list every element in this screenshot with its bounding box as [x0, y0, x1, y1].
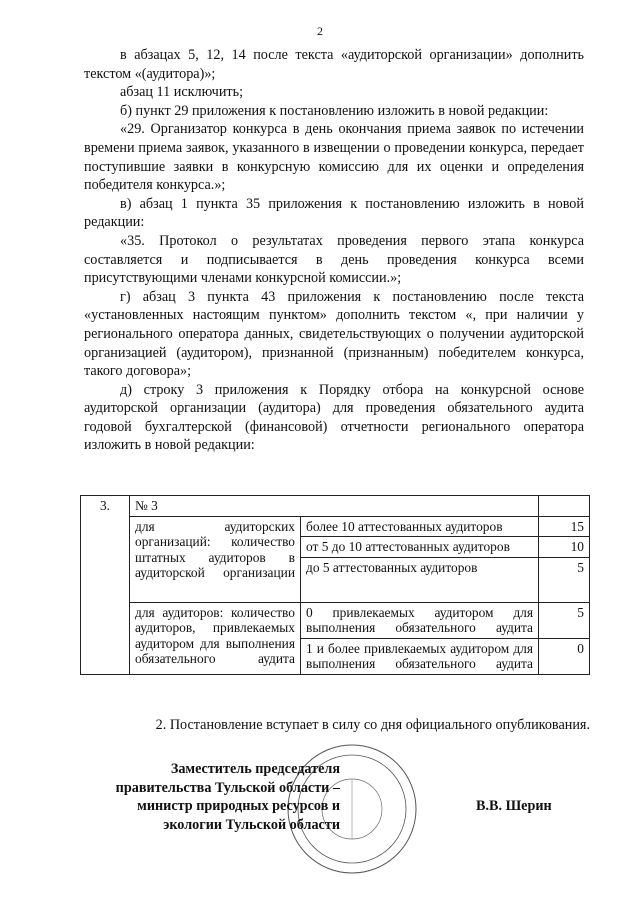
signatory-line: министр природных ресурсов и [137, 798, 340, 815]
paragraph: «35. Протокол о результатах проведения первого этапа конкурса составляется и подписывается в день проведения конкурса всеми присутствующими членами конкурсной комиссии.»; [84, 232, 584, 287]
criterion-cell: до 5 аттестованных аудиторов [301, 557, 539, 602]
criterion-cell: более 10 аттестованных аудиторов [301, 516, 539, 537]
table-row [81, 496, 590, 517]
table-row [81, 516, 590, 537]
table-row [81, 602, 590, 638]
paragraph: «29. Организатор конкурса в день окончания приема заявок по истечении времени приема заявок, указанного в извещении о проведении конкурса, передает поступившие заявки в конкурсную комиссию для их оценки и определения победителя конкурса.»; [84, 121, 584, 194]
signatory-line: правительства Тульской области – [115, 779, 340, 796]
points-cell: 0 [539, 638, 590, 674]
paragraph: б) пункт 29 приложения к постановлению изложить в новой редакции: [120, 102, 549, 119]
group-label-cell: для аудиторских организаций: количество штатных аудиторов в аудиторской организации [130, 516, 301, 602]
paragraph: в) абзац 1 пункта 35 приложения к постановлению изложить в новой редакции: [84, 195, 584, 231]
points-cell [539, 496, 590, 517]
points-cell: 15 [539, 516, 590, 537]
points-cell: 10 [539, 537, 590, 558]
paragraph: д) строку 3 приложения к Порядку отбора на конкурсной основе аудиторской организации (аудитора) для проведения обязательного аудита годовой бухгалтерской (финансовой) отчетности регионального оператора изложить в новой редакции: [84, 381, 584, 454]
criterion-cell: 0 привлекаемых аудитором для выполнения обязательного аудита [301, 602, 539, 638]
criterion-cell: от 5 до 10 аттестованных аудиторов [301, 537, 539, 558]
row-number-cell: 3. [81, 496, 130, 675]
points-cell: 5 [539, 557, 590, 602]
page-number: 2 [317, 24, 323, 38]
points-cell: 5 [539, 602, 590, 638]
paragraph: в абзацах 5, 12, 14 после текста «аудиторской организации» дополнить текстом «(аудитора)»; [84, 47, 584, 82]
signatory-block [90, 760, 340, 834]
signatory-line: Заместитель председателя [170, 761, 340, 777]
signatory-name: В.В. Шерин [476, 798, 552, 814]
criteria-table [80, 495, 590, 675]
paragraph: г) абзац 3 пункта 43 приложения к постановлению после текста «установленных настоящим пунктом» дополнить текстом «, при наличии у регионального оператора данных, свидетельствующих о получении аудиторской организацией (аудитором), признанной (признанным) победителем конкурса, такого договора»; [84, 288, 584, 380]
criterion-cell: 1 и более привлекаемых аудитором для выполнения обязательного аудита [301, 638, 539, 674]
paragraph: абзац 11 исключить; [120, 84, 244, 101]
final-clause: 2. Постановление вступает в силу со дня официального опубликования. [155, 717, 590, 733]
group-label-cell: для аудиторов: количество аудиторов, привлекаемых аудитором для выполнения обязательного аудита [130, 602, 301, 674]
table-title-cell: № 3 [130, 496, 539, 517]
signatory-line: экологии Тульской области [163, 816, 340, 833]
document-body [84, 46, 584, 455]
